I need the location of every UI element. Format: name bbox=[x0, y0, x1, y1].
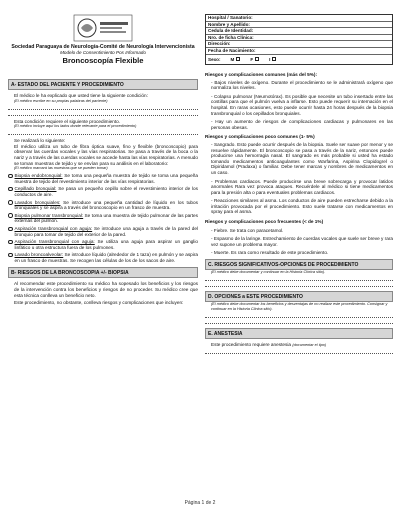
header-left bbox=[8, 14, 198, 65]
section-d-note: (El médico debe documentar los beneficios y desventajas de no realizar este procedimiento. Consignar y continuar en la Historia Clínica sitio). bbox=[211, 302, 388, 312]
sex-option-m[interactable]: M bbox=[231, 55, 241, 64]
section-a-title: A- ESTADO DEL PACIENTE Y PROCEDIMIENTO bbox=[8, 79, 198, 90]
common-risk: - Colapso pulmonar (Neumotórax). Es posible que necesite un tubo insertado entre las costillas para que el pulmón vuelva a inflarse. Esto puede requerir su internación en el hospital. En raras ocasiones, esto puede ocurrir hasta 24 horas después de la biopsia transbronquial o los cepillados bronquiales. bbox=[211, 93, 393, 116]
page-number: Página 1 de 2 bbox=[184, 500, 216, 506]
sample-option[interactable]: Lavado broncoalveolar: Se introduce líquido (alrededor de 1 taza) en pulmón y se aspira en un frasco de muestras. Se recogen las células de los de los sacos de aire. bbox=[8, 252, 198, 263]
field-address[interactable]: Dirección: bbox=[206, 41, 392, 48]
less-common-risks-title: Riesgos y complicaciones poco comunes (1- 5%) bbox=[205, 134, 315, 140]
sex-row bbox=[206, 55, 392, 64]
sex-label: Sexo: bbox=[208, 56, 221, 62]
sample-option[interactable]: Lavados bronquiales: Se introduce una pequeña cantidad de líquido en los tubos bronquiales y se aspira a través del broncoscopio en un frasco de muestra. bbox=[8, 200, 198, 211]
section-a-note-2: (El médico incluye aquí los lados donde relevante para el procedimiento) bbox=[14, 124, 137, 129]
society-name: Sociedad Paraguaya de Neurología-Comité de Neurología Intervencionista bbox=[11, 44, 195, 50]
radio-circle-icon[interactable] bbox=[8, 240, 13, 245]
field-birthdate[interactable]: Fecha de Nacimiento: bbox=[206, 48, 392, 55]
common-risk: - Hay un aumento de riesgos de complicaciones cardiacas y pulmonares en las personas obesas. bbox=[211, 119, 393, 130]
section-a-condition: El médico le ha explicado que usted tiene la siguiente condición: bbox=[14, 93, 148, 98]
section-a-description: El médico utiliza un tubo de fibra óptica suave, fino y flexible (broncoscopio) para observar las cuerdas vocales y las vías respiratorias. Se pasa a través de la boca o la nariz y a través de las cuerdas vocales se accede hasta las vías respiratorias. A menudo se toman muestras de tejido y se envían para su análisis en el laboratorio: bbox=[14, 143, 198, 166]
radio-circle-icon[interactable] bbox=[8, 213, 13, 218]
rare-risk: - Espasmo de la laringe. Estrechamiento de cuerdas vocales que suele ser breve y rara vez supone un problema mayor. bbox=[211, 236, 393, 247]
common-risk: - Bajos niveles de oxígeno. Durante el procedimiento se le administrará oxígeno que normaliza los niveles. bbox=[211, 79, 393, 91]
common-risks-title: Riesgos y complicaciones comunes (más del 5%): bbox=[205, 72, 318, 77]
sample-option[interactable]: Aspiración transbronquial con aguja: Se introduce una aguja a través de la pared del bronquio para tomar de tejido del exterior de la pared. bbox=[8, 226, 198, 237]
section-a-procedure: Esta condición requiere el siguiente procedimiento. bbox=[14, 118, 121, 124]
sample-option[interactable]: Biopsia pulmonar transbronquial: Se toma una muestra de tejido pulmonar de las partes externas del pulmón. bbox=[8, 213, 198, 224]
field-id[interactable]: Cedula de Identidad: bbox=[206, 28, 392, 35]
section-a-note-3: (El médico marcará las muestras que se pueden tomar) bbox=[14, 166, 108, 171]
radio-circle-icon[interactable] bbox=[8, 200, 13, 205]
sample-option[interactable]: Aspiración transbronquial con aguja: Se utiliza una aguja para aspirar un ganglio linfático u otra estructura fuera de los pulmones. bbox=[8, 239, 198, 250]
section-e-text: Este procedimiento requiere anestesia (documentar el tipo) bbox=[211, 342, 327, 348]
anesthesia-entry-line[interactable] bbox=[205, 348, 393, 354]
sex-option-i[interactable]: I bbox=[269, 55, 276, 64]
section-b-title: B- RIESGOS DE LA BRONCOSCOPIA +/- BIOPSIA bbox=[8, 267, 198, 278]
section-a-following: Se realizará lo siguiente: bbox=[14, 138, 66, 144]
radio-circle-icon[interactable] bbox=[8, 187, 13, 192]
radio-circle-icon[interactable] bbox=[8, 227, 13, 232]
radio-circle-icon[interactable] bbox=[8, 253, 13, 258]
less-common-risk: - Reacciones similares al asma. Los conductos de aire pueden estrecharse debido a la irritación provocada por el procedimiento. Esto suele tratarse con medicamentos en spray para el asma. bbox=[211, 198, 393, 215]
section-d-title: D. OPCIONES a ESTE PROCEDIMIENTO bbox=[205, 291, 393, 302]
checkbox-icon bbox=[272, 57, 276, 61]
field-hospital[interactable]: Hospital / Sanatorio: bbox=[206, 15, 392, 22]
patient-info-form bbox=[205, 14, 393, 65]
radio-circle-icon[interactable] bbox=[8, 174, 13, 179]
right-column bbox=[205, 72, 393, 354]
less-common-risk: - Problemas cardiacos. Puede producirse una breve sobrecarga y provocar latidos anormales Rara vez provoca ataques. Recuérdele al médico si tiene medicamentos para la presión alta o para eventuales problemas cardiacos. bbox=[211, 178, 393, 195]
section-c-title: C. RIESGOS SIGNIFICATIVOS-OPCIONES DE PROCEDIMIENTO bbox=[205, 259, 393, 270]
section-c-note: (El médico debe documentar y continuar en la Historia Clínica sitio). bbox=[211, 270, 326, 275]
field-file-number[interactable]: Nro. de ficha Clínica: bbox=[206, 35, 392, 42]
sample-option[interactable]: Cepillado bronquial: Se pasa un pequeño cepillo sobre el revestimiento interior de los conductos de aire. bbox=[8, 186, 198, 197]
sex-option-f[interactable]: F bbox=[250, 55, 259, 64]
form-model: Modelo de Consentimiento Pos Informado bbox=[60, 50, 146, 55]
rare-risk: - Muerte. Es rara como resultado de este procedimiento. bbox=[211, 250, 329, 256]
rare-risk: - Fiebre. Se trata con paracetamol. bbox=[211, 227, 284, 233]
section-e-title: E. ANESTESIA bbox=[205, 328, 393, 339]
page-title: Broncoscopía Flexible bbox=[62, 56, 144, 65]
rare-risks-title: Riesgos y complicaciones poco frecuentes (< de 1%) bbox=[205, 219, 324, 225]
field-name[interactable]: Nombre y Apellido: bbox=[206, 22, 392, 29]
society-logo-icon bbox=[73, 14, 133, 42]
checkbox-icon bbox=[255, 57, 259, 61]
sample-option[interactable]: Biopsia endobronquial: Se toma una pequeña muestra de tejido se toma una pequeña muestra de tejido del revestimiento interior de las vías respiratorias. bbox=[8, 173, 198, 184]
section-b-text-2: Este procedimiento, no obstante, conlleva riesgos y complicaciones que incluyen: bbox=[14, 300, 184, 306]
less-common-risk: - Sangrado. Esto puede ocurrir después de la biopsia. Suele ser suave por menor y se resuelve rápidamente. El broncoscopio se pasa a través de la nariz, entonces puede producirse una hemorragia nasal. El sangrado es más probable si usted ha estado tomando medicamentos anticoagulantes como Warfarina, Aspirina Clopidogrel o Dipiridamol (Pradaxa) o familiar. Debe tener marcas y nombres de medicamentos en un caso. bbox=[211, 141, 393, 175]
section-b-text-1: Al recomendar este procedimiento su médico ha sopesado los beneficios y los riesgos de la intervención contra los beneficios y riesgos de no proceder. Su médico cree que esta técnica conlleva un beneficio neto. bbox=[14, 281, 198, 298]
section-a-note-1: (El médico escribe en su propias palabras del paciente) bbox=[14, 98, 108, 103]
checkbox-icon bbox=[236, 57, 240, 61]
left-column bbox=[8, 79, 198, 306]
